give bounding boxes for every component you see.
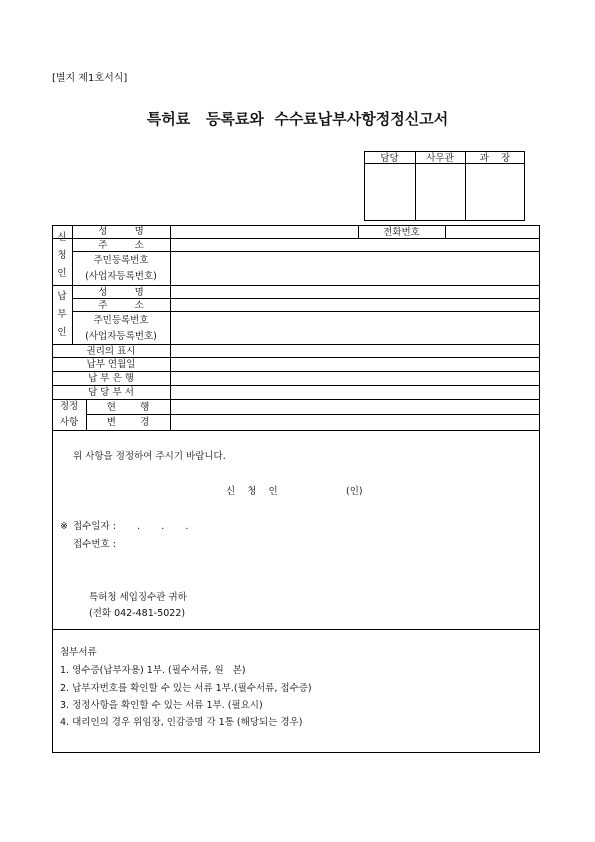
- applicant-section-char-2: 청: [57, 250, 67, 261]
- attachment-item-4: 4. 대리인의 경우 위임장, 인감증명 각 1통 (해당되는 경우): [60, 717, 303, 728]
- receipt-number: 접수번호 :: [73, 539, 116, 550]
- dept-label: 담 당 부 서: [88, 387, 134, 398]
- receipt-date: 접수일자 : . . .: [73, 521, 189, 532]
- receipt-mark: ※: [60, 521, 68, 532]
- correction-section-1: 정정: [59, 401, 79, 412]
- attachment-item-3: 3. 정정사항을 확인할 수 있는 서류 1부. (필요시): [60, 700, 263, 711]
- approval-col-1: 담당: [380, 153, 399, 164]
- attachments-heading: 첨부서류: [60, 647, 97, 658]
- applicant-name-label: 성 명: [98, 226, 144, 237]
- payer-section-char-1: 납: [57, 291, 67, 302]
- request-text: 위 사항을 정정하여 주시기 바랍니다.: [73, 451, 226, 462]
- applicant-section-char-1: 신: [57, 232, 67, 243]
- attachment-item-2: 2. 납부자번호를 확인할 수 있는 서류 1부.(필수서류, 접수증): [60, 683, 312, 694]
- page-title: 특허료 등록료와 수수료납부사항정정신고서: [146, 110, 449, 128]
- applicant-address-label: 주 소: [98, 240, 144, 251]
- seal-mark: (인): [346, 486, 363, 497]
- recipient-text: 특허청 세입징수관 귀하: [89, 592, 187, 603]
- payer-address-label: 주 소: [98, 300, 144, 311]
- approval-col-2: 사무관: [426, 153, 454, 164]
- payer-section-char-3: 인: [57, 327, 67, 338]
- change-label: 변 경: [106, 417, 150, 428]
- approval-col-3: 과 장: [479, 153, 511, 164]
- payer-bizno-label: (사업자등록번호): [85, 331, 157, 342]
- applicant-signature-label: 신 청 인: [226, 486, 278, 497]
- applicant-section-char-3: 인: [57, 268, 67, 279]
- contact-phone: (전화 042-481-5022): [89, 608, 186, 619]
- payer-section-char-2: 부: [57, 309, 67, 320]
- pay-date-label: 납부 연월일: [86, 359, 136, 370]
- bank-label: 납 부 은 행: [88, 373, 134, 384]
- form-label: [별지 제1호서식]: [52, 73, 128, 84]
- payer-name-label: 성 명: [98, 287, 144, 298]
- rights-label: 권리의 표시: [86, 346, 136, 357]
- payer-id-label: 주민등록번호: [93, 315, 149, 326]
- correction-section-2: 사항: [59, 417, 79, 428]
- applicant-phone-label: 전화번호: [383, 227, 420, 238]
- attachment-item-1: 1. 영수증(납부자용) 1부. (필수서류, 원 본): [60, 665, 246, 676]
- current-label: 현 행: [106, 402, 150, 413]
- applicant-id-label: 주민등록번호: [93, 255, 149, 266]
- applicant-bizno-label: (사업자등록번호): [85, 271, 157, 282]
